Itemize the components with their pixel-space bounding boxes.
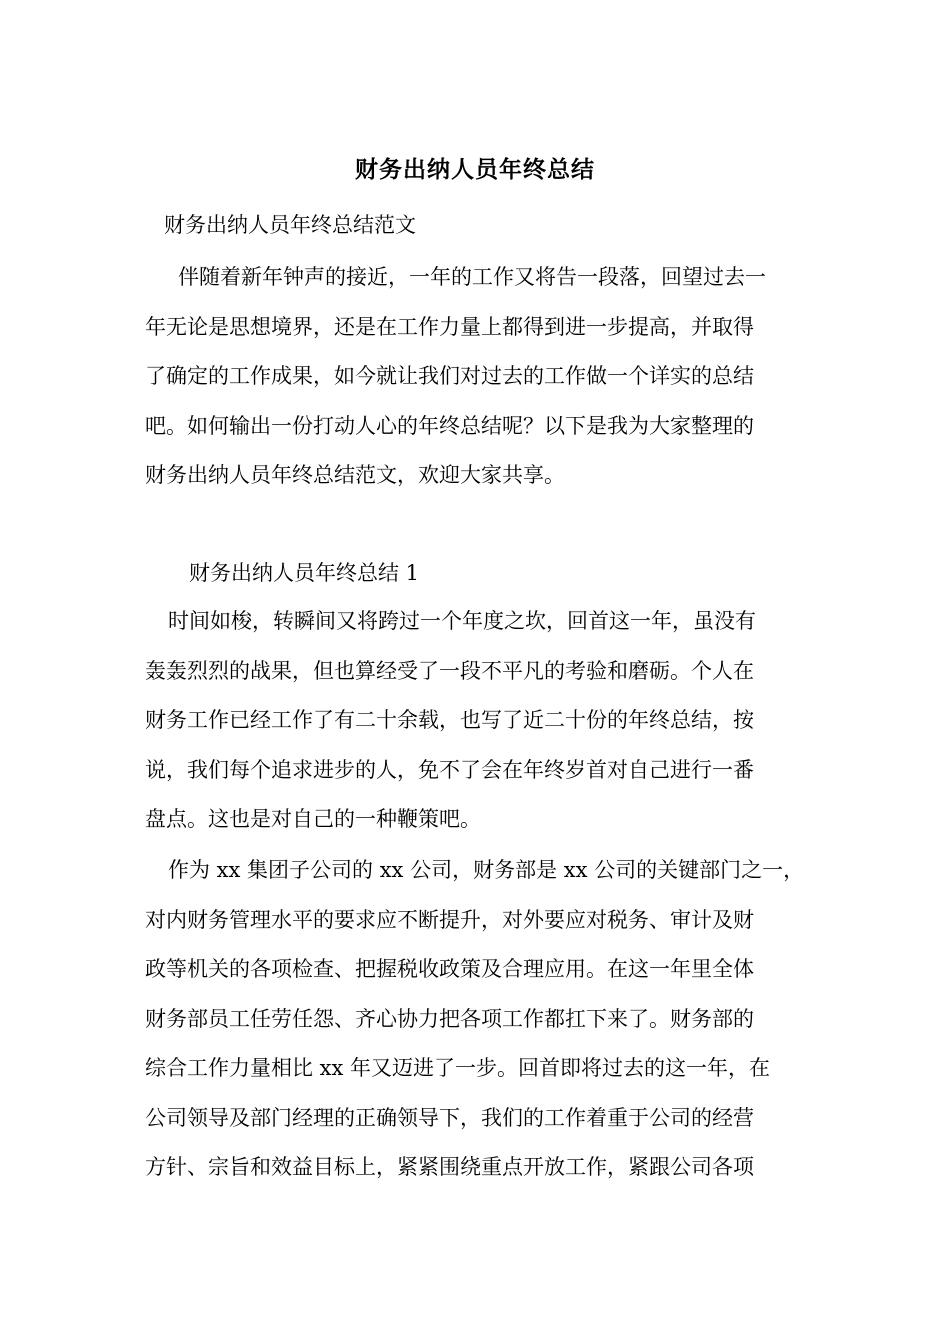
- paragraph-line: 综合工作力量相比 xx 年又迈进了一步。回首即将过去的这一年，在: [145, 1056, 771, 1080]
- document-title: 财务出纳人员年终总结: [355, 156, 595, 183]
- paragraph-line: 年无论是思想境界，还是在工作力量上都得到进一步提高，并取得: [145, 314, 754, 339]
- paragraph-line: 方针、宗旨和效益目标上，紧紧围绕重点开放工作，紧跟公司各项: [145, 1155, 754, 1179]
- paragraph-line: 作为 xx 集团子公司的 xx 公司，财务部是 xx 公司的关键部门之一，: [168, 858, 805, 882]
- section-paragraph-2: [145, 846, 825, 1193]
- paragraph-line: 财务出纳人员年终总结范文，欢迎大家共享。: [145, 463, 565, 487]
- paragraph-line: 轰轰烈烈的战果，但也算经受了一段不平凡的考验和磨砺。个人在: [145, 658, 754, 683]
- paragraph-line: 伴随着新年钟声的接近，一年的工作又将告一段落，回望过去一: [178, 265, 766, 289]
- paragraph-line: 财务工作已经工作了有二十余载，也写了近二十份的年终总结，按: [145, 708, 754, 732]
- paragraph-line: 盘点。这也是对自己的一种鞭策吧。: [145, 807, 481, 831]
- intro-paragraph: [145, 253, 825, 501]
- paragraph-line: 对内财务管理水平的要求应不断提升，对外要应对税务、审计及财: [145, 907, 754, 932]
- paragraph-line: 了确定的工作成果，如今就让我们对过去的工作做一个详实的总结: [145, 364, 754, 388]
- paragraph-line: 财务部员工任劳任怨、齐心协力把各项工作都扛下来了。财务部的: [145, 1006, 754, 1031]
- section-heading: 财务出纳人员年终总结 1: [189, 561, 420, 585]
- section-paragraph-1: [145, 597, 825, 845]
- paragraph-line: 吧。如何输出一份打动人心的年终总结呢？以下是我为大家整理的: [145, 413, 754, 438]
- document-subtitle: 财务出纳人员年终总结范文: [164, 213, 416, 237]
- paragraph-line: 说，我们每个追求进步的人，免不了会在年终岁首对自己进行一番: [145, 757, 754, 782]
- paragraph-line: 公司领导及部门经理的正确领导下，我们的工作着重于公司的经营: [145, 1105, 754, 1130]
- paragraph-line: 时间如梭，转瞬间又将跨过一个年度之坎，回首这一年，虽没有: [168, 609, 756, 633]
- paragraph-line: 政等机关的各项检查、把握税收政策及合理应用。在这一年里全体: [145, 957, 754, 981]
